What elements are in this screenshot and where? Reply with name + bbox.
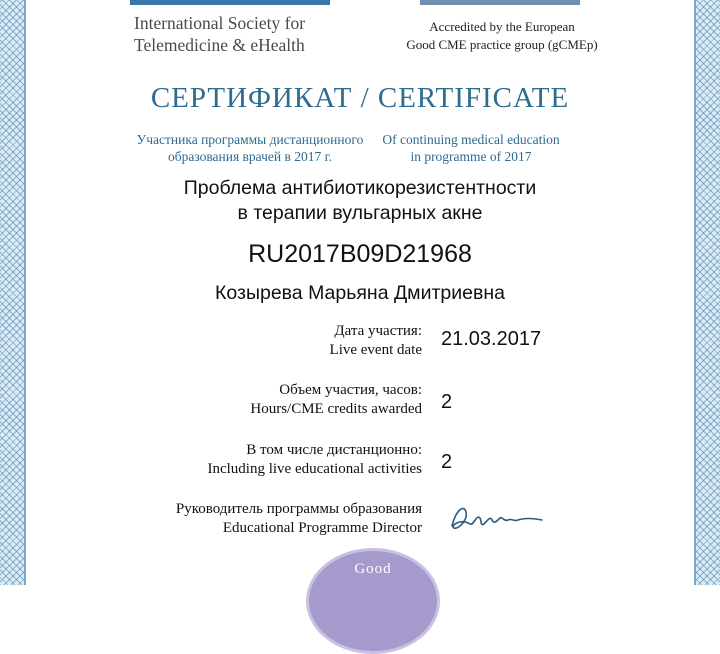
good-cme-seal-icon [306, 548, 440, 654]
header-rule-right [420, 0, 580, 5]
org-line-1: International Society for [134, 13, 306, 33]
distance-label-en: Including live educational activities [207, 461, 422, 477]
distance-label [207, 441, 422, 479]
director-signature-icon [446, 500, 546, 536]
participant-name: Козырева Марьяна Дмитриевна [215, 282, 505, 304]
subtitle-ru-line-1: Участника программы дистанционного [136, 132, 364, 147]
course-title [0, 176, 720, 226]
hours-label-ru: Объем участия, часов: [279, 382, 422, 398]
director-label [176, 500, 422, 538]
certificate-title: СЕРТИФИКАТ / CERTIFICATE [150, 82, 570, 114]
certificate-code: RU2017B09D21968 [248, 240, 472, 268]
seal-text: Good [354, 561, 392, 577]
date-label [330, 322, 422, 360]
subtitle-english [376, 131, 566, 165]
header-rule-left [130, 0, 330, 5]
date-label-ru: Дата участия: [334, 323, 422, 339]
date-value: 21.03.2017 [441, 328, 542, 350]
hours-label [250, 381, 422, 419]
date-label-en: Live event date [329, 342, 422, 358]
hours-label-en: Hours/CME credits awarded [250, 401, 422, 417]
distance-value: 2 [441, 451, 453, 473]
subtitle-ru-line-2: образования врачей в 2017 г. [167, 149, 333, 164]
director-label-en: Educational Programme Director [222, 520, 422, 536]
accreditation-note [392, 18, 612, 54]
director-label-ru: Руководитель программы образования [175, 501, 422, 517]
subtitle-en-line-1: Of continuing medical education [382, 132, 560, 147]
subtitle-russian [130, 131, 370, 165]
distance-label-ru: В том числе дистанционно: [246, 442, 422, 458]
org-line-2: Telemedicine & eHealth [134, 35, 305, 55]
organization-name [134, 12, 305, 56]
subtitle-en-line-2: in programme of 2017 [410, 149, 532, 164]
course-title-line-2: в терапии вульгарных акне [237, 202, 483, 224]
accred-line-1: Accredited by the European [429, 19, 575, 34]
accred-line-2: Good CME practice group (gCMEp) [406, 37, 598, 52]
hours-value: 2 [441, 391, 453, 413]
course-title-line-1: Проблема антибиотикорезистентности [183, 177, 537, 199]
